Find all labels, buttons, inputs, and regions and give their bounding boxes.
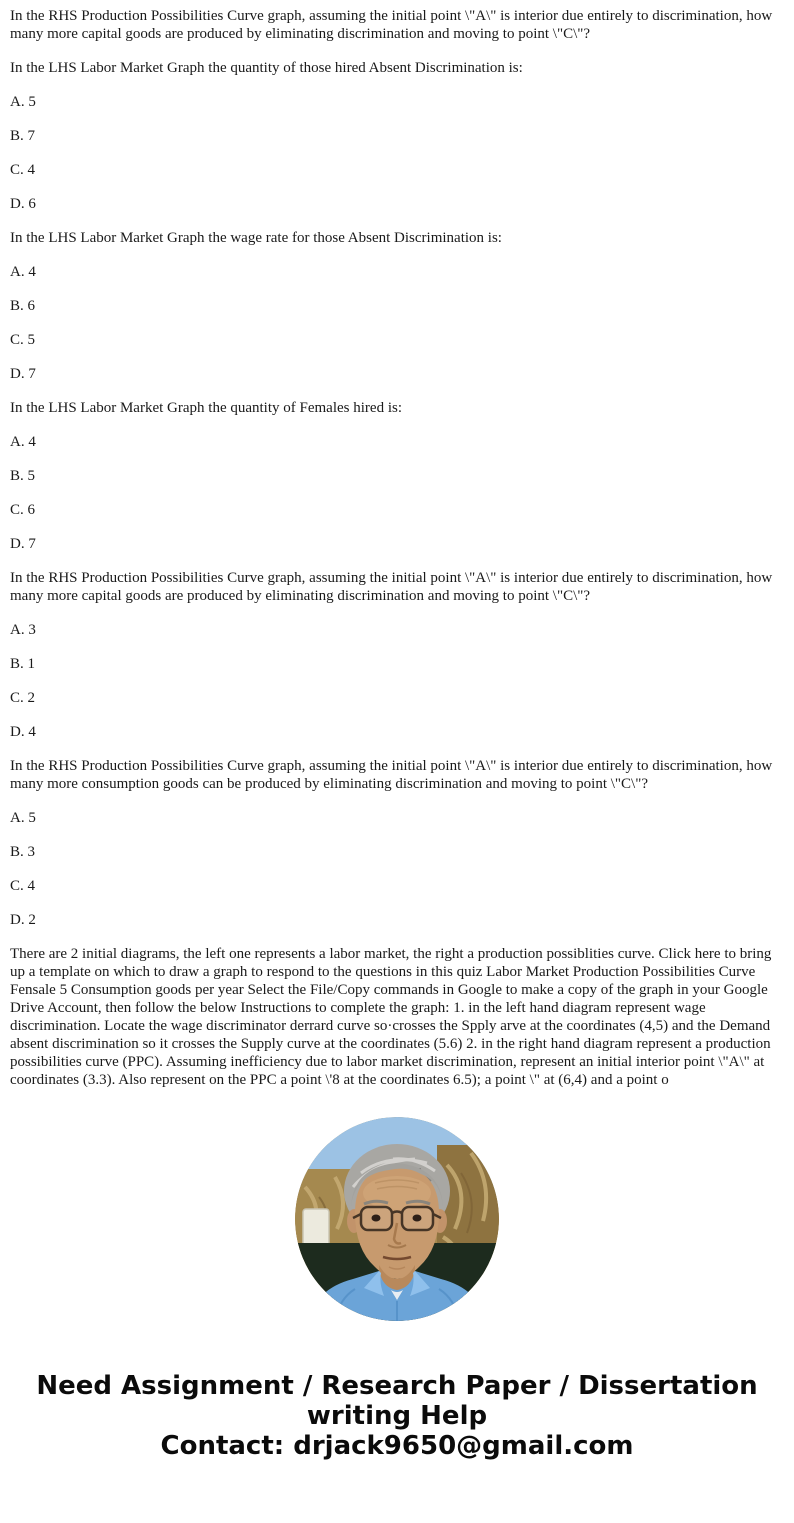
answer-option: C. 2 [10, 690, 36, 706]
answer-option: C. 4 [10, 878, 36, 894]
answer-option: B. 6 [10, 298, 36, 314]
answer-option: C. 6 [10, 502, 36, 518]
answer-option: A. 4 [10, 434, 36, 450]
answer-option: C. 5 [10, 332, 36, 348]
question-text: In the RHS Production Possibilities Curve graph, assuming the initial point \"A\" is interior due entirely to discrimination, how many more capital goods are produced by eliminating discrimination and moving to point \"C\"? [10, 570, 773, 604]
question-text: In the LHS Labor Market Graph the wage rate for those Absent Discrimination is: [10, 230, 502, 246]
question-text: In the LHS Labor Market Graph the quantity of those hired Absent Discrimination is: [10, 60, 523, 76]
promo-footer [0, 1371, 794, 1491]
answer-option: A. 3 [10, 622, 36, 638]
answer-option: C. 4 [10, 162, 36, 178]
answer-option: D. 7 [10, 536, 36, 552]
answer-option: D. 6 [10, 196, 36, 212]
instructions-paragraph: There are 2 initial diagrams, the left one represents a labor market, the right a production possiblities curve. Click here to bring up a template on which to draw a graph to respond to the questions in this quiz Labor Market Production Possibilities Curve Fensale 5 Consumption goods per year Select the File/Copy commands in Google to make a copy of the graph in your Google Drive Account, then follow the below Instructions to complete the graph: 1. in the left hand diagram represent wage discrimination. Locate the wage discriminator derrard curve so·crosses the Spply arve at the coordinates (4,5) and the Demand absent discrimination so it crosses the Supply curve at the coordinates (5.6) 2. in the right hand diagram represent a production possibilities curve (PPC). Assuming inefficiency due to labor market discrimination, represent an initial interior point \"A\" at coordinates (3.3). Also represent on the PPC a point \'8 at the coordinates 6.5); a point \" at (6,4) and a point o [10, 946, 772, 1088]
footer-contact: Contact: drjack9650@gmail.com [160, 1431, 634, 1461]
footer-heading-line1: Need Assignment / Research Paper / Dissertation [36, 1371, 758, 1401]
question-text: In the LHS Labor Market Graph the quantity of Females hired is: [10, 400, 402, 416]
answer-option: D. 4 [10, 724, 36, 740]
answer-option: A. 4 [10, 264, 36, 280]
answer-option: B. 5 [10, 468, 36, 484]
answer-option: D. 7 [10, 366, 36, 382]
question-text: In the RHS Production Possibilities Curve graph, assuming the initial point \"A\" is interior due entirely to discrimination, how many more consumption goods can be produced by eliminating discrimination and moving to point \"C\"? [10, 758, 773, 792]
answer-option: B. 1 [10, 656, 36, 672]
instructor-photo [295, 1117, 499, 1321]
footer-heading-line2: writing Help [306, 1401, 488, 1431]
answer-option: A. 5 [10, 810, 36, 826]
answer-option: B. 3 [10, 844, 36, 860]
answer-option: A. 5 [10, 94, 36, 110]
answer-option: D. 2 [10, 912, 36, 928]
portrait-illustration [295, 1117, 499, 1321]
question-text: In the RHS Production Possibilities Curve graph, assuming the initial point \"A\" is interior due entirely to discrimination, how many more capital goods are produced by eliminating discrimination and moving to point \"C\"? [10, 8, 773, 42]
answer-option: B. 7 [10, 128, 36, 144]
